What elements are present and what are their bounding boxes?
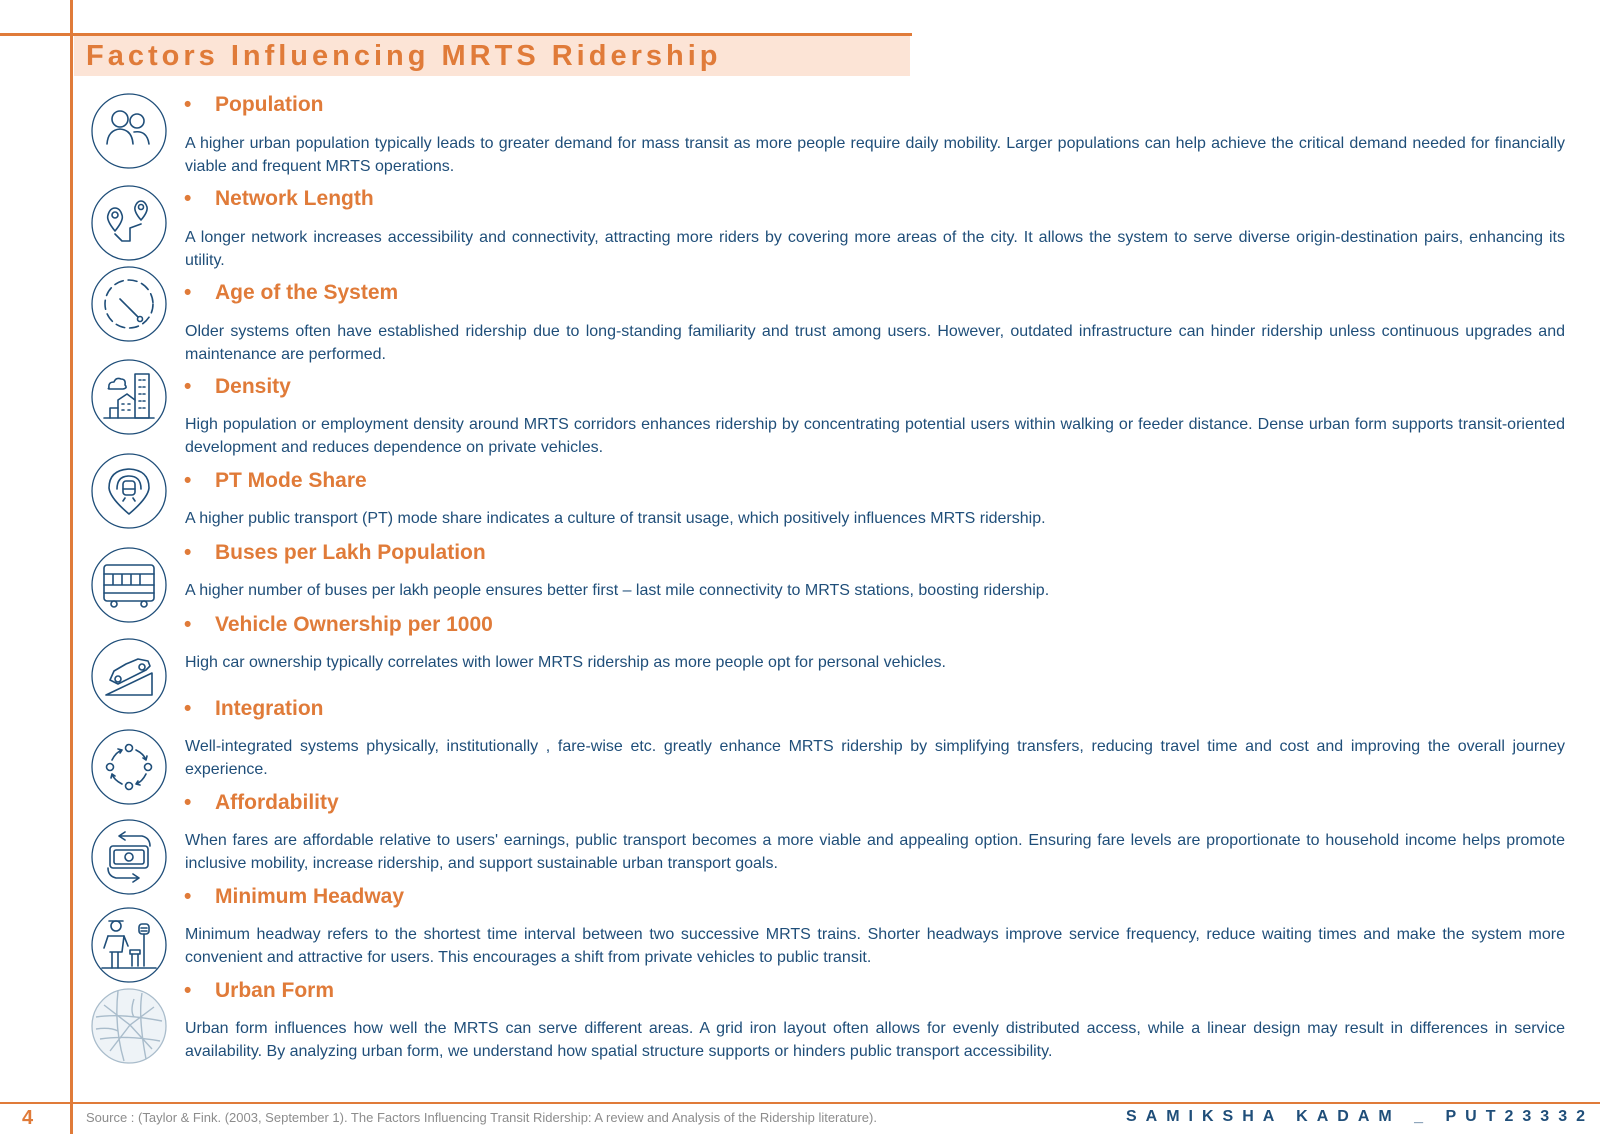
- factor-title: [184, 695, 324, 723]
- factor-description: Well-integrated systems physically, institutionally , fare-wise etc. greatly enhance MRTS ridership by simplifying transfers, reducing travel time and cost and improving the overall journey experience.: [185, 738, 1565, 778]
- factor-title: [184, 789, 339, 817]
- bus-icon: [90, 546, 168, 624]
- bullet: •: [184, 187, 192, 210]
- factor-description: High population or employment density around MRTS corridors enhances ridership by concentrating potential users within walking or feeder distance. Dense urban form supports transit-oriented development and reduces dependence on private vehicles.: [185, 416, 1565, 456]
- factor-description: A higher public transport (PT) mode share indicates a culture of transit usage, which positively influences MRTS ridership.: [185, 510, 1046, 527]
- factor-description: High car ownership typically correlates with lower MRTS ridership as more people opt for personal vehicles.: [185, 654, 946, 671]
- factor-title-text: Minimum Headway: [215, 885, 405, 908]
- bullet: •: [184, 281, 192, 304]
- factor-title-text: PT Mode Share: [215, 469, 367, 492]
- footer-line: [0, 1102, 1600, 1104]
- factor-title-text: Network Length: [215, 187, 374, 210]
- bullet: •: [184, 469, 192, 492]
- factor-title-text: Age of the System: [215, 281, 399, 304]
- car-ramp-icon: [90, 637, 168, 715]
- money-exchange-icon: [90, 818, 168, 896]
- transit-location-icon: [90, 452, 168, 530]
- factor-description: A longer network increases accessibility and connectivity, attracting more riders by covering more areas of the city. It allows the system to serve diverse origin-destination pairs, enhancing its utility.: [185, 229, 1565, 269]
- route-pins-icon: [90, 184, 168, 262]
- bullet: •: [184, 93, 192, 116]
- factor-description: A higher number of buses per lakh people ensures better first – last mile connectivity to MRTS stations, boosting ridership.: [185, 582, 1050, 599]
- timer-icon: [90, 265, 168, 343]
- people-icon: [90, 92, 168, 170]
- factor-description: Older systems often have established ridership due to long-standing familiarity and trust among users. However, outdated infrastructure can hinder ridership unless continuous upgrades and maintenance are performed.: [185, 323, 1565, 363]
- factor-title: [184, 467, 367, 495]
- factor-title-text: Integration: [215, 697, 324, 720]
- factor-title-text: Buses per Lakh Population: [215, 541, 486, 564]
- factor-description: Minimum headway refers to the shortest time interval between two successive MRTS trains. Shorter headways improve service frequency, reduce waiting times and make the system more convenient and attractive for users. This encourages a shift from private vehicles to public transit.: [185, 926, 1565, 966]
- cycle-arrows-icon: [90, 728, 168, 806]
- factor-title: [184, 977, 334, 1005]
- factor-title: [184, 883, 404, 911]
- factor-description: A higher urban population typically leads to greater demand for mass transit as more people require daily mobility. Larger populations can help achieve the critical demand needed for financially viable and frequent MRTS operations.: [185, 135, 1565, 175]
- page-number: 4: [22, 1107, 34, 1129]
- factor-description: Urban form influences how well the MRTS can serve different areas. A grid iron layout often allows for evenly distributed access, while a linear design may result in differences in service availability. By analyzing urban form, we understand how spatial structure supports or hinders public transport accessibility.: [185, 1020, 1565, 1060]
- source-citation: Source : (Taylor & Fink. (2003, September 1). The Factors Influencing Transit Ridership: A review and Analysis of the Ridership literature).: [86, 1110, 877, 1125]
- bullet: •: [184, 697, 192, 720]
- factor-title: [184, 279, 398, 307]
- factor-title: [184, 373, 291, 401]
- factor-description: When fares are affordable relative to users' earnings, public transport becomes a more viable and appealing option. Ensuring fare levels are proportionate to household income helps promote inclusive mobility, increase ridership, and support sustainable urban transport goals.: [185, 832, 1565, 872]
- factor-title: [184, 539, 486, 567]
- factor-title: [184, 185, 374, 213]
- bullet: •: [184, 885, 192, 908]
- bullet: •: [184, 541, 192, 564]
- factor-title-text: Population: [215, 93, 324, 116]
- bullet: •: [184, 375, 192, 398]
- page-title: Factors Influencing MRTS Ridership: [86, 40, 722, 72]
- factor-title-text: Vehicle Ownership per 1000: [215, 613, 493, 636]
- author-name: SAMIKSHA KADAM _ PUT23332: [1125, 1108, 1594, 1125]
- bullet: •: [184, 613, 192, 636]
- bullet: •: [184, 979, 192, 1002]
- factor-title: [184, 611, 493, 639]
- left-accent-line: [70, 0, 73, 1134]
- factor-title-text: Affordability: [215, 791, 339, 814]
- factor-title-text: Urban Form: [215, 979, 335, 1002]
- city-buildings-icon: [90, 358, 168, 436]
- waiting-person-icon: [90, 906, 168, 984]
- factor-title: [184, 91, 324, 119]
- factor-title-text: Density: [215, 375, 291, 398]
- bullet: •: [184, 791, 192, 814]
- street-map-icon: [90, 987, 168, 1065]
